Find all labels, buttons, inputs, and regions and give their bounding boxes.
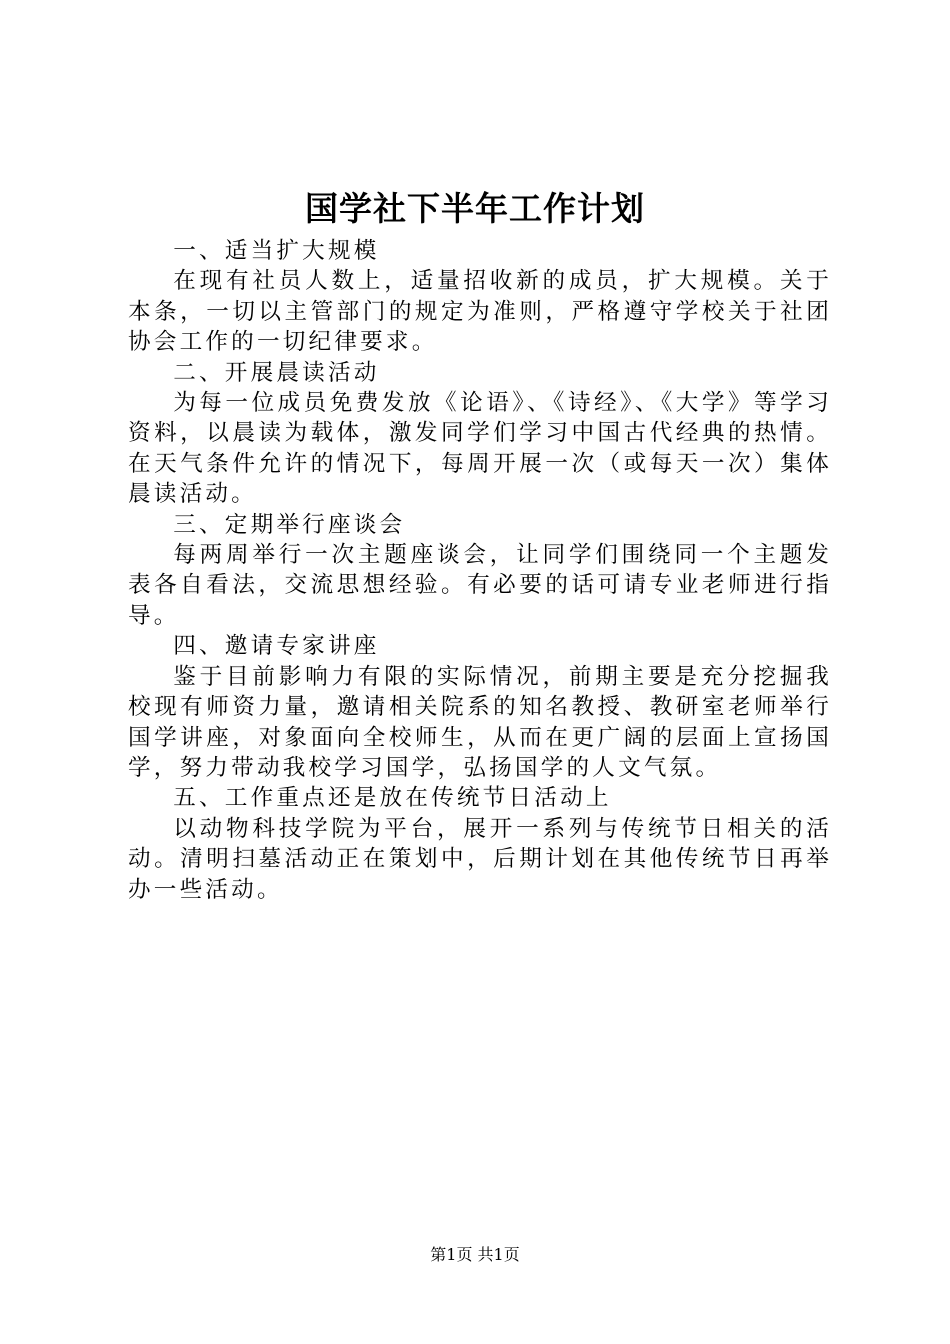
section-1-text: 在现有社员人数上，适量招收新的成员，扩大规模。关于本条，一切以主管部门的规定为准则，严格遵守学校关于社团协会工作的一切纪律要求。 (128, 268, 832, 356)
section-4-text: 鉴于目前影响力有限的实际情况，前期主要是充分挖掘我校现有师资力量，邀请相关院系的知名教授、教研室老师举行国学讲座，对象面向全校师生，从而在更广阔的层面上宣扬国学，努力带动我校学习国学，弘扬国学的人文气氛。 (128, 663, 832, 781)
section-5-text: 以动物科技学院为平台，展开一系列与传统节日相关的活动。清明扫墓活动正在策划中，后期计划在其他传统节日再举办一些活动。 (128, 815, 832, 903)
section-4-heading: 四、邀请专家讲座 (173, 633, 380, 660)
section-1-heading: 一、适当扩大规模 (173, 238, 380, 264)
page-number: 第1页 (430, 1245, 473, 1264)
page-footer (0, 1243, 950, 1267)
section-2-text: 为每一位成员免费发放《论语》、《诗经》、《大学》等学习资料，以晨读为载体，激发同学们学习中国古代经典的热情。在天气条件允许的情况下，每周开展一次（或每天一次）集体晨读活动。 (128, 390, 832, 508)
document-title: 国学社下半年工作计划 (305, 189, 645, 228)
section-3-text: 每两周举行一次主题座谈会，让同学们围绕同一个主题发表各自看法，交流思想经验。有必要的话可请专业老师进行指导。 (128, 542, 832, 629)
section-3-heading: 三、定期举行座谈会 (173, 511, 406, 538)
section-2-heading: 二、开展晨读活动 (173, 359, 380, 386)
page-total: 共1页 (477, 1245, 520, 1264)
section-5-heading: 五、工作重点还是放在传统节日活动上 (173, 785, 612, 812)
document-body (128, 236, 832, 905)
